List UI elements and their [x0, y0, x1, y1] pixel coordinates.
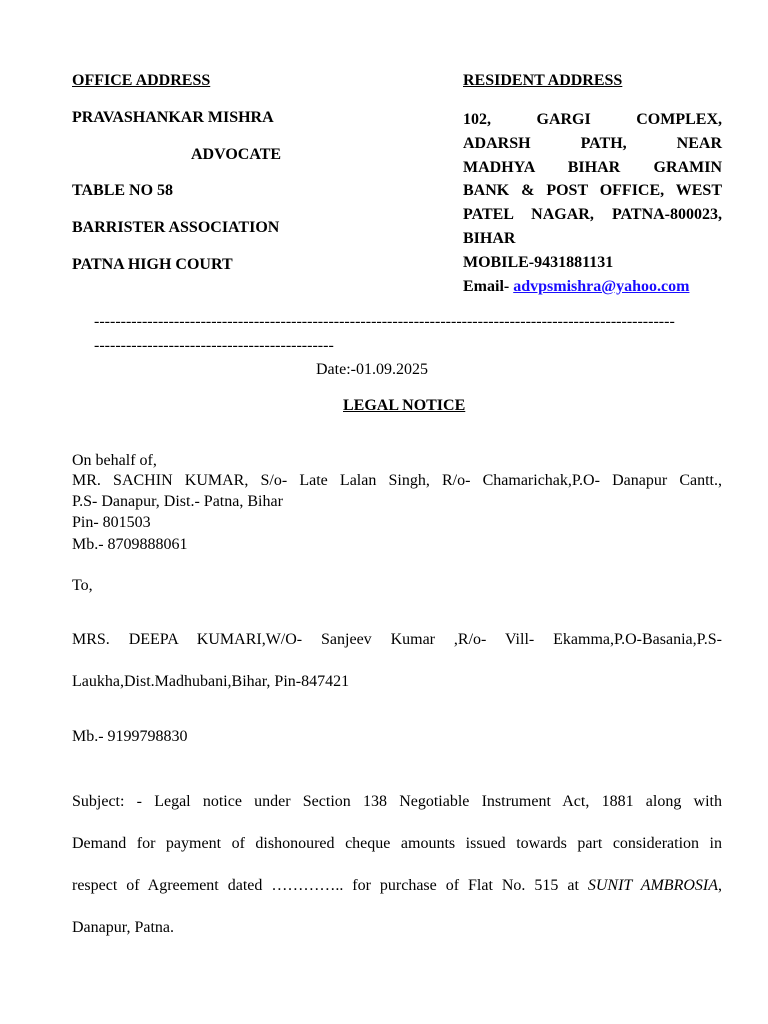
resident-address-heading: RESIDENT ADDRESS: [463, 72, 623, 89]
to-label: To,: [72, 577, 93, 594]
resident-address-line: PATEL NAGAR, PATNA-800023,: [463, 206, 722, 224]
email-label: Email-: [463, 277, 514, 295]
subject-text: respect of Agreement dated ………….. for purchase of Flat No. 515 at: [72, 877, 588, 894]
subject-line: [72, 865, 722, 907]
recipient-line: Laukha,Dist.Madhubani,Bihar, Pin-847421: [72, 673, 350, 690]
resident-address-line: BIHAR: [463, 229, 516, 247]
subject-line: Demand for payment of dishonoured cheque amounts issued towards part consideration in: [72, 835, 722, 852]
recipient-details: [72, 630, 722, 650]
office-table-number: TABLE NO 58: [72, 182, 174, 199]
office-address-heading: OFFICE ADDRESS: [72, 72, 211, 89]
subject-line: Danapur, Patna.: [72, 919, 174, 936]
advocate-name: PRAVASHANKAR MISHRA: [72, 109, 274, 126]
sender-line: P.S- Danapur, Dist.- Patna, Bihar: [72, 493, 283, 510]
recipient-line: MRS. DEEPA KUMARI,W/O- Sanjeev Kumar ,R/o- Vill- Ekamma,P.O-Basania,P.S-: [72, 631, 722, 648]
sender-pin: Pin- 801503: [72, 514, 151, 531]
subject-text: ,: [718, 877, 723, 894]
subject-line: Subject: - Legal notice under Section 138 Negotiable Instrument Act, 1881 along with: [72, 793, 722, 810]
notice-title: LEGAL NOTICE: [343, 397, 466, 414]
sender-line: MR. SACHIN KUMAR, S/o- Late Lalan Singh, R/o- Chamarichak,P.O- Danapur Cantt.,: [72, 472, 722, 489]
subject-paragraph: [72, 781, 722, 949]
resident-address-line: ADARSH PATH, NEAR: [463, 134, 722, 152]
resident-address-line: BANK & POST OFFICE, WEST: [463, 182, 722, 200]
separator-line-2: ---------------------------------------------: [94, 337, 334, 354]
resident-address-line: MADHYA BIHAR GRAMIN: [463, 158, 722, 176]
email-link[interactable]: advpsmishra@yahoo.com: [513, 277, 690, 295]
recipient-mobile: Mb.- 9199798830: [72, 728, 188, 745]
sender-intro: On behalf of,: [72, 452, 157, 469]
sender-mobile: Mb.- 8709888061: [72, 536, 188, 553]
office-court: PATNA HIGH COURT: [72, 256, 233, 273]
sender-details: [72, 471, 722, 491]
project-name: SUNIT AMBROSIA: [587, 877, 719, 894]
advocate-title: ADVOCATE: [191, 146, 282, 163]
resident-address-line: 102, GARGI COMPLEX,: [463, 111, 722, 128]
separator-line-1: -------------------------------------------------------------------------------------------------------------: [94, 313, 675, 330]
resident-address-block: [463, 108, 722, 298]
resident-email-row: [463, 275, 722, 299]
notice-date: Date:-01.09.2025: [316, 361, 428, 378]
office-association: BARRISTER ASSOCIATION: [72, 219, 280, 236]
resident-mobile: MOBILE-9431881131: [463, 253, 614, 271]
